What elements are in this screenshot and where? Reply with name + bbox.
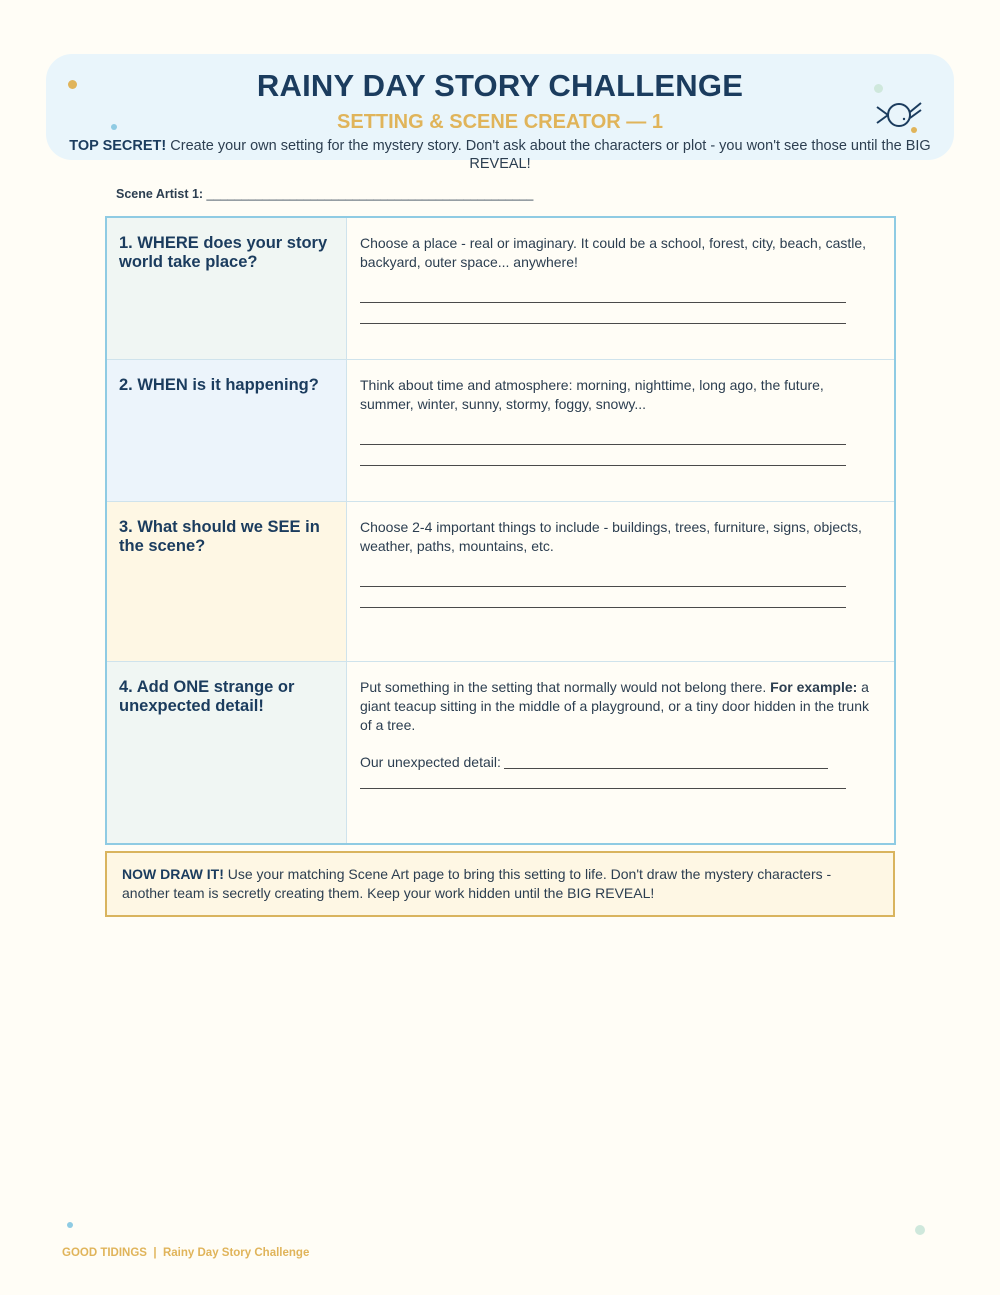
- prompt-text: [360, 678, 880, 735]
- page-title: RAINY DAY STORY CHALLENGE: [256, 68, 744, 103]
- prompt-end: a giant teacup sitting in the middle of a playground, or a tiny door hidden in the trunk of a tree.: [360, 679, 869, 733]
- prompt-bold: For example:: [770, 679, 858, 695]
- answer-cell: [347, 218, 894, 359]
- question-table: [105, 216, 896, 845]
- decorative-dot: [915, 1225, 925, 1235]
- footer-name: Rainy Day Story Challenge: [162, 1247, 310, 1259]
- decorative-dot: [67, 1222, 73, 1228]
- question-row-when: [107, 360, 894, 502]
- write-line[interactable]: [360, 465, 846, 466]
- question-row-detail: [107, 662, 894, 843]
- question-label: 4. Add ONE strange or unexpected detail!: [107, 662, 347, 843]
- prompt-text: Think about time and atmosphere: morning, nighttime, long ago, the future, summer, winter, sunny, stormy, foggy, snowy...: [360, 377, 824, 412]
- question-label: 3. What should we SEE in the scene?: [107, 502, 347, 661]
- footer-separator: |: [153, 1247, 157, 1259]
- scene-artist-field[interactable]: [116, 187, 533, 201]
- intro-bold: TOP SECRET!: [69, 138, 167, 154]
- question-row-see: [107, 502, 894, 662]
- write-line[interactable]: [360, 607, 846, 608]
- draw-it-text: Use your matching Scene Art page to bring this setting to life. Don't draw the mystery characters - another team is secretly creating them. Keep your work hidden until the BIG REVEAL!: [122, 866, 832, 901]
- page-subtitle: SETTING & SCENE CREATOR — 1: [337, 111, 663, 133]
- question-label: 2. WHEN is it happening?: [107, 360, 347, 501]
- scene-artist-label: Scene Artist 1:: [116, 187, 204, 201]
- write-line[interactable]: [360, 788, 846, 789]
- answer-cell: [347, 360, 894, 501]
- answer-cell: [347, 662, 894, 843]
- footer: [62, 1247, 309, 1259]
- prompt-start: Put something in the setting that normally would not belong there.: [360, 679, 771, 695]
- prompt-text: Choose a place - real or imaginary. It could be a school, forest, city, beach, castle, backyard, outer space... anywhere!: [360, 235, 867, 270]
- prompt-text: Choose 2-4 important things to include - buildings, trees, furniture, signs, objects, weather, paths, mountains, etc.: [360, 519, 862, 554]
- write-line[interactable]: [360, 302, 846, 303]
- answer-cell: [347, 502, 894, 661]
- question-label: 1. WHERE does your story world take place?: [107, 218, 347, 359]
- unexpected-detail-field[interactable]: [360, 753, 880, 772]
- intro-body: Create your own setting for the mystery story. Don't ask about the characters or plot - you won't see those until the BIG REVEAL!: [166, 138, 931, 172]
- footer-brand: GOOD TIDINGS: [62, 1247, 147, 1259]
- draw-it-box: [105, 851, 895, 917]
- intro-text: [60, 137, 940, 173]
- write-line[interactable]: [504, 768, 828, 769]
- scene-artist-blank: _______________________________________________: [203, 187, 534, 201]
- question-row-where: [107, 218, 894, 360]
- draw-it-bold: NOW DRAW IT!: [122, 866, 224, 882]
- write-line[interactable]: [360, 586, 846, 587]
- unexpected-detail-label: Our unexpected detail:: [360, 754, 501, 770]
- write-line[interactable]: [360, 323, 846, 324]
- write-line[interactable]: [360, 444, 846, 445]
